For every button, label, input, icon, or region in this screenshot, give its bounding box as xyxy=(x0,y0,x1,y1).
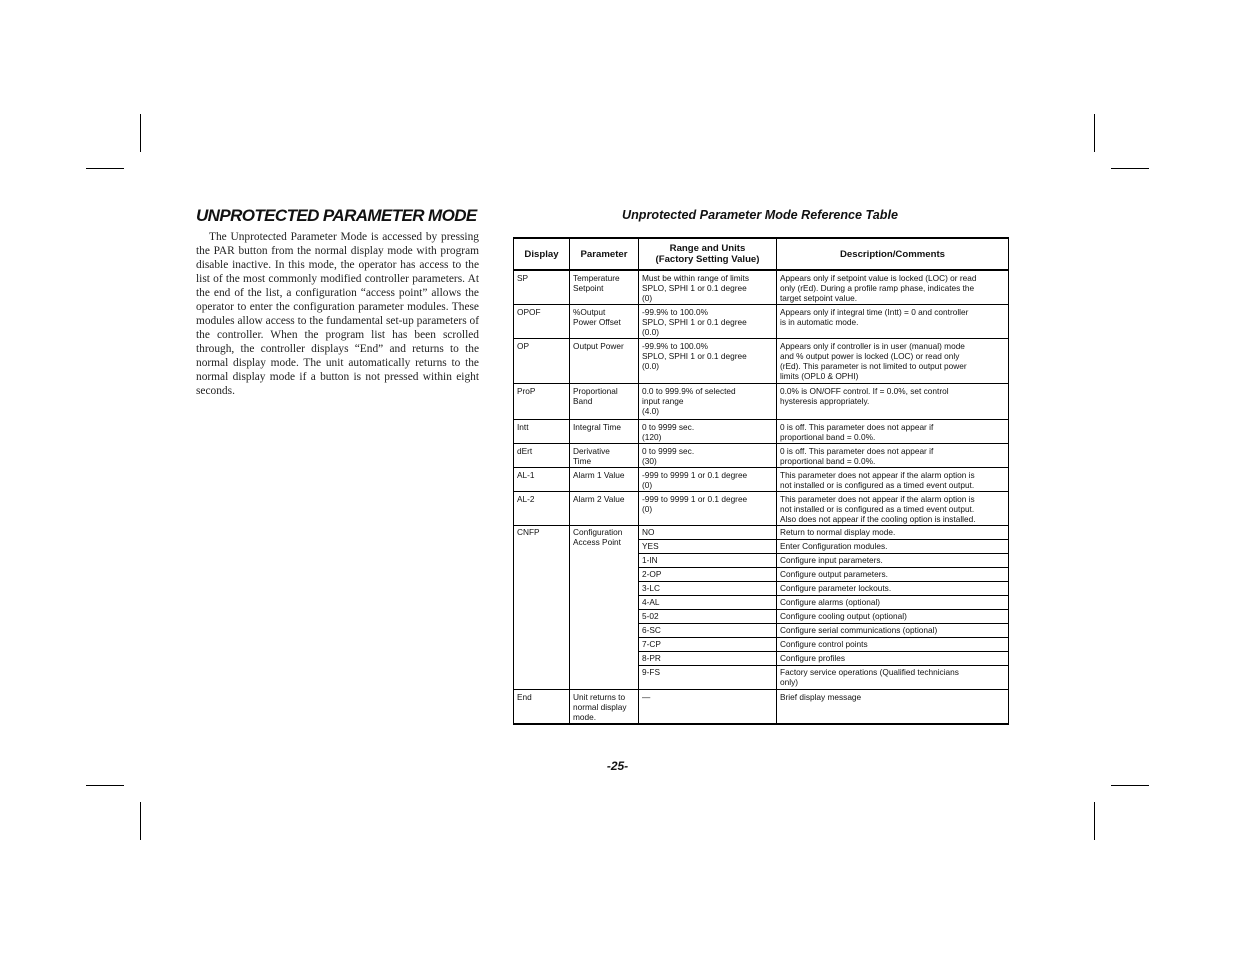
table-row xyxy=(514,270,1009,304)
cell-parameter xyxy=(570,270,639,304)
cell-description-line: not installed or is configured as a timed event output. xyxy=(780,503,975,514)
cell-option-value: 9-FS xyxy=(639,665,777,689)
cell-description-line: target setpoint value. xyxy=(780,293,858,303)
cell-parameter xyxy=(570,338,639,383)
cell-parameter-line: normal display xyxy=(573,701,627,712)
cell-option-value: 1-IN xyxy=(639,553,777,567)
cell-parameter-line: Time xyxy=(573,455,592,466)
header-range xyxy=(639,238,777,270)
cell-range-line: (0.0) xyxy=(642,360,660,371)
cell-display: dErt xyxy=(514,443,570,467)
cell-parameter xyxy=(570,443,639,467)
cell-description xyxy=(777,338,1009,383)
cell-range-line: 0 to 9999 sec. xyxy=(642,445,695,456)
table-row xyxy=(514,383,1009,419)
cell-range-line: -999 to 9999 1 or 0.1 degree xyxy=(642,493,748,504)
cell-description-line: proportional band = 0.0%. xyxy=(780,431,876,442)
cell-description-line: (rEd). This parameter is not limited to output power xyxy=(780,360,967,371)
cell-display: AL-1 xyxy=(514,467,570,491)
table-row xyxy=(514,304,1009,338)
cell-description-line: hysteresis appropriately. xyxy=(780,395,870,406)
cell-option-description: Configure output parameters. xyxy=(777,567,1009,581)
cell-description-line: Appears only if integral time (Intt) = 0 and controller xyxy=(780,306,969,317)
page-number: -25- xyxy=(606,759,629,773)
cell-option-description: Configure profiles xyxy=(777,651,1009,665)
cell-parameter xyxy=(570,383,639,419)
cell-parameter-line: Setpoint xyxy=(573,283,604,293)
cell-option-description xyxy=(777,665,1009,689)
cell-option-description: Configure parameter lockouts. xyxy=(777,581,1009,595)
crop-mark xyxy=(1094,802,1095,840)
cell-range xyxy=(639,383,777,419)
cell-range-line: (4.0) xyxy=(642,405,660,416)
cell-description xyxy=(777,304,1009,338)
cell-option-value: 3-LC xyxy=(639,581,777,595)
cell-range-line: SPLO, SPHI 1 or 0.1 degree xyxy=(642,316,747,327)
table-row xyxy=(514,338,1009,383)
cell-option-description: Configure input parameters. xyxy=(777,553,1009,567)
cell-parameter xyxy=(570,304,639,338)
cell-range-line: (0) xyxy=(642,503,653,514)
cell-parameter-line: Configuration xyxy=(573,526,623,537)
cell-parameter-line: Unit returns to xyxy=(573,691,626,702)
cell-description-line: 0 is off. This parameter does not appear if xyxy=(780,445,934,456)
cell-range-line: (30) xyxy=(642,455,657,466)
cell-range-line: (120) xyxy=(642,431,662,442)
cell-parameter xyxy=(570,491,639,525)
cell-display: OPOF xyxy=(514,304,570,338)
cell-parameter-line: %Output xyxy=(573,306,606,317)
cell-parameter xyxy=(570,467,639,491)
section-body: The Unprotected Parameter Mode is accessed by pressing the PAR button from the normal display mode with program disable inactive. In this mode, the operator has access to the list of the most commonly modified controller parameters. At the end of the list, a configuration “access point” allows the operator to enter the configuration parameter modules. These modules allow access to the fundamental set-up parameters of the controller. When the program list has been scrolled through, the controller displays “End” and returns to the normal display mode. The unit automatically returns to the normal display mode if a button is not pressed within eight seconds. xyxy=(196,231,479,397)
header-range-line1: Range and Units xyxy=(669,243,746,254)
cell-range xyxy=(639,491,777,525)
cell-option-description: Return to normal display mode. xyxy=(777,525,1009,539)
cell-option-description: Configure control points xyxy=(777,637,1009,651)
cell-parameter-line: Derivative xyxy=(573,445,610,456)
cell-description-line: 0 is off. This parameter does not appear if xyxy=(780,421,934,432)
table-body xyxy=(514,270,1009,724)
cell-range-line: SPLO, SPHI 1 or 0.1 degree xyxy=(642,350,747,361)
cell-display: ProP xyxy=(514,383,570,419)
cell-description-line: Appears only if setpoint value is locked (LOC) or read xyxy=(780,273,977,283)
cell-description-line: limits (OPL0 & OPHI) xyxy=(780,370,859,381)
cell-option-value: YES xyxy=(639,539,777,553)
table-row xyxy=(514,525,1009,539)
cell-parameter xyxy=(570,689,639,724)
cell-description-line: This parameter does not appear if the alarm option is xyxy=(780,493,975,504)
table-title: Unprotected Parameter Mode Reference Table xyxy=(622,208,898,222)
crop-mark xyxy=(1111,168,1149,169)
cell-parameter-line: Access Point xyxy=(573,536,621,547)
cell-range xyxy=(639,443,777,467)
cell-parameter-line: Temperature xyxy=(573,273,620,283)
header-display: Display xyxy=(514,238,570,270)
cell-option-value: 5-02 xyxy=(639,609,777,623)
cell-option-value: 2-OP xyxy=(639,567,777,581)
cell-description-line: is in automatic mode. xyxy=(780,316,859,327)
cell-display: SP xyxy=(514,270,570,304)
cell-description-line: This parameter does not appear if the alarm option is xyxy=(780,469,975,480)
table-row xyxy=(514,419,1009,443)
header-range-line2: (Factory Setting Value) xyxy=(655,254,760,265)
cell-option-description-line: only) xyxy=(780,676,798,687)
table-header-row xyxy=(514,238,1009,270)
cell-range-line: — xyxy=(642,691,651,702)
cell-range xyxy=(639,419,777,443)
cell-parameter-line: Power Offset xyxy=(573,316,621,327)
cell-range-line: (0.0) xyxy=(642,326,660,337)
section-title: UNPROTECTED PARAMETER MODE xyxy=(196,206,477,225)
cell-range-line: (0) xyxy=(642,479,653,490)
table-row xyxy=(514,491,1009,525)
cell-description xyxy=(777,270,1009,304)
crop-mark xyxy=(86,785,124,786)
header-description: Description/Comments xyxy=(777,238,1009,270)
cell-description-line: not installed or is configured as a timed event output. xyxy=(780,479,975,490)
cell-display: CNFP xyxy=(514,525,570,689)
cell-description-line: 0.0% is ON/OFF control. If = 0.0%, set control xyxy=(780,385,949,396)
cell-display: OP xyxy=(514,338,570,383)
cell-range-line: SPLO, SPHI 1 or 0.1 degree xyxy=(642,283,747,293)
cell-display: End xyxy=(514,689,570,724)
cell-parameter xyxy=(570,419,639,443)
table-row xyxy=(514,443,1009,467)
cell-range-line: 0.0 to 999.9% of selected xyxy=(642,385,736,396)
cell-range-line: -99.9% to 100.0% xyxy=(642,306,708,317)
cell-parameter-line: Output Power xyxy=(573,340,624,351)
cell-option-description: Enter Configuration modules. xyxy=(777,539,1009,553)
cell-parameter xyxy=(570,525,639,689)
cell-display: Intt xyxy=(514,419,570,443)
reference-table xyxy=(513,237,1009,725)
crop-mark xyxy=(86,168,124,169)
cell-range-line: input range xyxy=(642,395,684,406)
cell-description-line: Appears only if controller is in user (manual) mode xyxy=(780,340,965,351)
table-row xyxy=(514,467,1009,491)
cell-option-value: 8-PR xyxy=(639,651,777,665)
header-parameter: Parameter xyxy=(570,238,639,270)
cell-option-value: 7-CP xyxy=(639,637,777,651)
table-row xyxy=(514,689,1009,724)
cell-option-value: NO xyxy=(639,525,777,539)
cell-parameter-line: Band xyxy=(573,395,593,406)
cell-range-line: 0 to 9999 sec. xyxy=(642,421,695,432)
cell-description xyxy=(777,419,1009,443)
cell-option-value: 4-AL xyxy=(639,595,777,609)
cell-description-line: Also does not appear if the cooling option is installed. xyxy=(780,513,976,524)
cell-range xyxy=(639,270,777,304)
cell-parameter-line: Proportional xyxy=(573,385,618,396)
cell-description-line: and % output power is locked (LOC) or read only xyxy=(780,350,960,361)
cell-display: AL-2 xyxy=(514,491,570,525)
cell-option-description-line: Factory service operations (Qualified technicians xyxy=(780,666,959,677)
cell-option-description: Configure cooling output (optional) xyxy=(777,609,1009,623)
cell-description xyxy=(777,443,1009,467)
crop-mark xyxy=(140,114,141,152)
cell-range xyxy=(639,304,777,338)
crop-mark xyxy=(140,802,141,840)
cell-range-line: -999 to 9999 1 or 0.1 degree xyxy=(642,469,748,480)
cell-option-value: 6-SC xyxy=(639,623,777,637)
cell-range xyxy=(639,689,777,724)
crop-mark xyxy=(1111,785,1149,786)
cell-range-line: (0) xyxy=(642,293,653,303)
cell-description-line: proportional band = 0.0%. xyxy=(780,455,876,466)
cell-parameter-line: mode. xyxy=(573,711,597,722)
cell-description-line: Brief display message xyxy=(780,691,862,702)
cell-range xyxy=(639,467,777,491)
cell-parameter-line: Alarm 2 Value xyxy=(573,493,625,504)
cell-range-line: Must be within range of limits xyxy=(642,273,749,283)
cell-range xyxy=(639,338,777,383)
cell-range-line: -99.9% to 100.0% xyxy=(642,340,708,351)
cell-option-description: Configure serial communications (optional) xyxy=(777,623,1009,637)
cell-description xyxy=(777,383,1009,419)
cell-description xyxy=(777,467,1009,491)
cell-parameter-line: Alarm 1 Value xyxy=(573,469,625,480)
crop-mark xyxy=(1094,114,1095,152)
cell-description xyxy=(777,689,1009,724)
cell-description xyxy=(777,491,1009,525)
cell-parameter-line: Integral Time xyxy=(573,421,621,432)
cell-description-line: only (rEd). During a profile ramp phase, indicates the xyxy=(780,283,975,293)
cell-option-description: Configure alarms (optional) xyxy=(777,595,1009,609)
